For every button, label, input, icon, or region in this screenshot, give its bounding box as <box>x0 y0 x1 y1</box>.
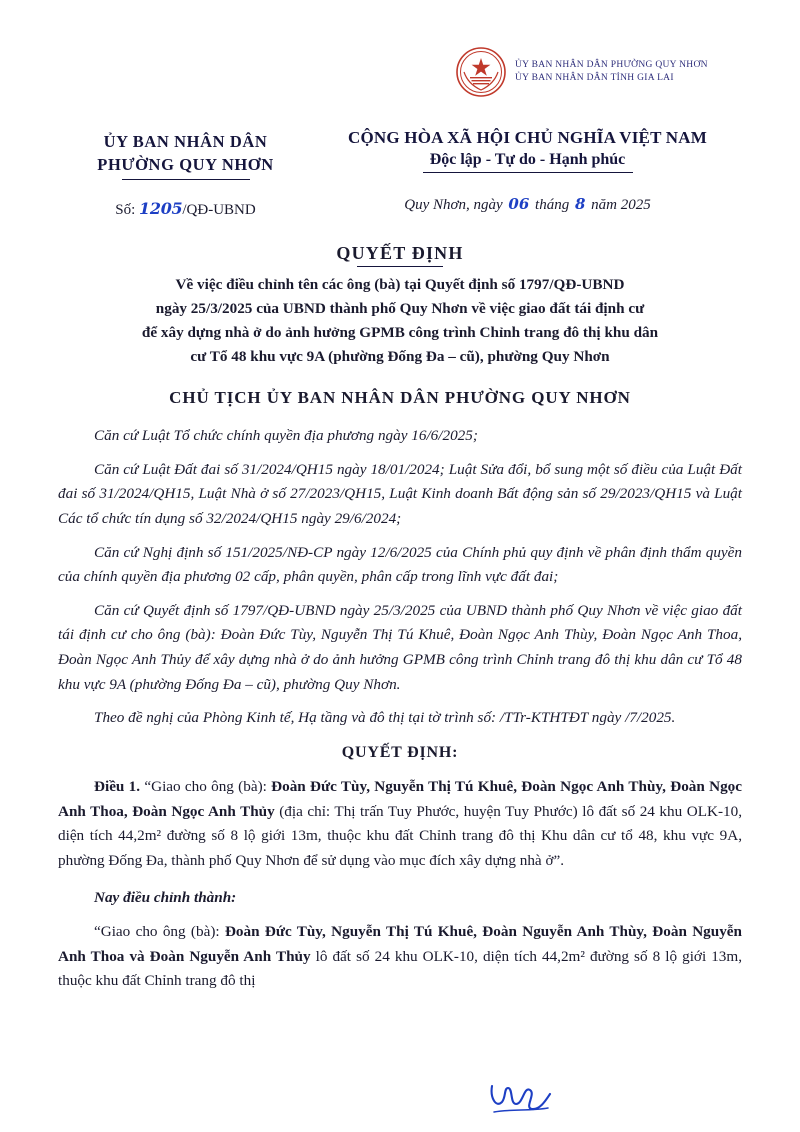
legal-basis-1: Căn cứ Luật Tổ chức chính quyền địa phương ngày 16/6/2025; <box>94 427 478 444</box>
proposal-paragraph: Theo đề nghị của Phòng Kinh tế, Hạ tầng và đô thị tại tờ trình số: /TTr-KTHTĐT ngày /7/2025. <box>94 709 676 727</box>
issuing-authority-block <box>58 128 313 219</box>
deciding-authority: CHỦ TỊCH ỦY BAN NHÂN DÂN PHƯỜNG QUY NHƠN <box>169 388 631 407</box>
masthead <box>58 128 742 219</box>
article-1-names: Đoàn Đức Tùy, Nguyễn Thị Tú Khuê, Đoàn Ngọc Anh Thùy, Đoàn Ngọc Anh Thoa, Đoàn Ngọc Anh Thủy <box>58 777 743 820</box>
document-number-prefix: Số: <box>115 202 136 219</box>
stamp-line-1: ỦY BAN NHÂN DÂN PHƯỜNG QUY NHƠN <box>515 60 708 71</box>
article-1 <box>58 775 742 874</box>
document-number <box>58 199 313 219</box>
decision-subtitle <box>58 273 742 369</box>
article-1-label: Điều 1. <box>94 777 141 795</box>
year-label: năm <box>591 197 617 213</box>
handwritten-signature <box>480 1078 560 1122</box>
month-label: tháng <box>535 197 570 213</box>
document-number-value: 1205 <box>139 199 183 219</box>
amendment-rest: lô đất số 24 khu OLK-10, diện tích 44,2m² đường số 8 lộ giới 13m, thuộc khu đất Chỉnh trang đô thị <box>58 947 743 990</box>
article-1-rest: (địa chỉ: Thị trấn Tuy Phước, huyện Tuy Phước) lô đất số 24 khu OLK-10, diện tích 44,2m² đường số 8 lộ giới 13m, thuộc khu đất Chỉnh trang đô thị Khu dân cư tổ 48, khu vực 9A, phường Đống Đa, thành phố Quy Nhơn để sử dụng vào mục đích xây dựng nhà ở”. <box>58 802 743 869</box>
amendment-open-quote: “Giao cho ông (bà): <box>94 923 220 940</box>
title-block <box>58 243 742 369</box>
document-body <box>58 424 742 994</box>
place-prefix: Quy Nhơn, ngày <box>404 197 503 213</box>
legal-basis-3: Căn cứ Nghị định số 151/2025/NĐ-CP ngày 12/6/2025 của Chính phủ quy định về phân định thẩm quyền của chính quyền địa phương 02 cấp, phân quyền, phân cấp trong lĩnh vực đất đai; <box>58 543 742 586</box>
article-1-open-quote: “Giao cho ông (bà): <box>144 777 267 795</box>
national-heading-block <box>313 128 742 214</box>
subtitle-line-2: ngày 25/3/2025 của UBND thành phố Quy Nhơn về việc giao đất tái định cư <box>155 300 645 318</box>
subtitle-line-1: Về việc điều chỉnh tên các ông (bà) tại Quyết định số 1797/QĐ-UBND <box>175 276 625 294</box>
decide-heading: QUYẾT ĐỊNH: <box>341 743 459 761</box>
vietnam-national-emblem-stamp-icon <box>455 46 507 98</box>
org-name-line-2: PHƯỜNG QUY NHƠN <box>97 155 274 175</box>
stamp-text-block <box>515 59 708 85</box>
legal-basis-4: Căn cứ Quyết định số 1797/QĐ-UBND ngày 25/3/2025 của UBND thành phố Quy Nhơn về việc giao đất tái định cư cho ông (bà): Đoàn Đức Tùy, Nguyễn Thị Tú Khuê, Đoàn Ngọc Anh Thùy, Đoàn Ngọc Anh Thoa, Đoàn Ngọc Anh Thủy để xây dựng nhà ở do ảnh hưởng GPMB công trình Chỉnh trang đô thị khu dân cư Tổ 48 khu vực 9A (phường Đống Đa – cũ), phường Quy Nhơn. <box>58 601 742 693</box>
national-title: CỘNG HÒA XÃ HỘI CHỦ NGHĨA VIỆT NAM <box>348 128 707 147</box>
subtitle-line-4: cư Tổ 48 khu vực 9A (phường Đống Đa – cũ), phường Quy Nhơn <box>190 348 610 366</box>
place-and-date <box>313 195 742 214</box>
amendment-names: Đoàn Đức Tùy, Nguyễn Thị Tú Khuê, Đoàn Nguyễn Anh Thùy, Đoàn Nguyễn Anh Thoa và Đoàn Nguyễn Anh Thủy <box>58 923 742 965</box>
stamp-line-2: ỦY BAN NHÂN DÂN TỈNH GIA LAI <box>515 73 674 83</box>
subtitle-line-3: để xây dựng nhà ở do ảnh hưởng GPMB công trình Chỉnh trang đô thị khu dân <box>141 324 659 342</box>
national-motto: Độc lập - Tự do - Hạnh phúc <box>429 151 626 168</box>
authority-divider <box>122 179 250 180</box>
legal-basis-2: Căn cứ Luật Đất đai số 31/2024/QH15 ngày 18/01/2024; Luật Sửa đổi, bổ sung một số điều của Luật Đất đai số 31/2024/QH15, Luật Nhà ở số 27/2023/QH15, Luật Kinh doanh Bất động sản số 29/2023/QH15 và Luật Các tổ chức tín dụng số 32/2024/QH15 ngày 29/6/2024; <box>58 460 742 527</box>
decision-divider <box>357 266 443 267</box>
amendment-heading: Nay điều chỉnh thành: <box>94 889 237 907</box>
document-number-suffix: /QĐ-UBND <box>182 202 256 219</box>
official-stamp-header <box>455 46 708 98</box>
date-year: 2025 <box>620 197 651 213</box>
date-day: 06 <box>508 195 530 213</box>
date-month: 8 <box>574 195 586 213</box>
org-name-line-1: ỦY BAN NHÂN DÂN <box>103 132 268 151</box>
motto-divider <box>423 172 633 173</box>
decision-word: QUYẾT ĐỊNH <box>336 243 464 263</box>
amendment-text <box>58 920 742 994</box>
